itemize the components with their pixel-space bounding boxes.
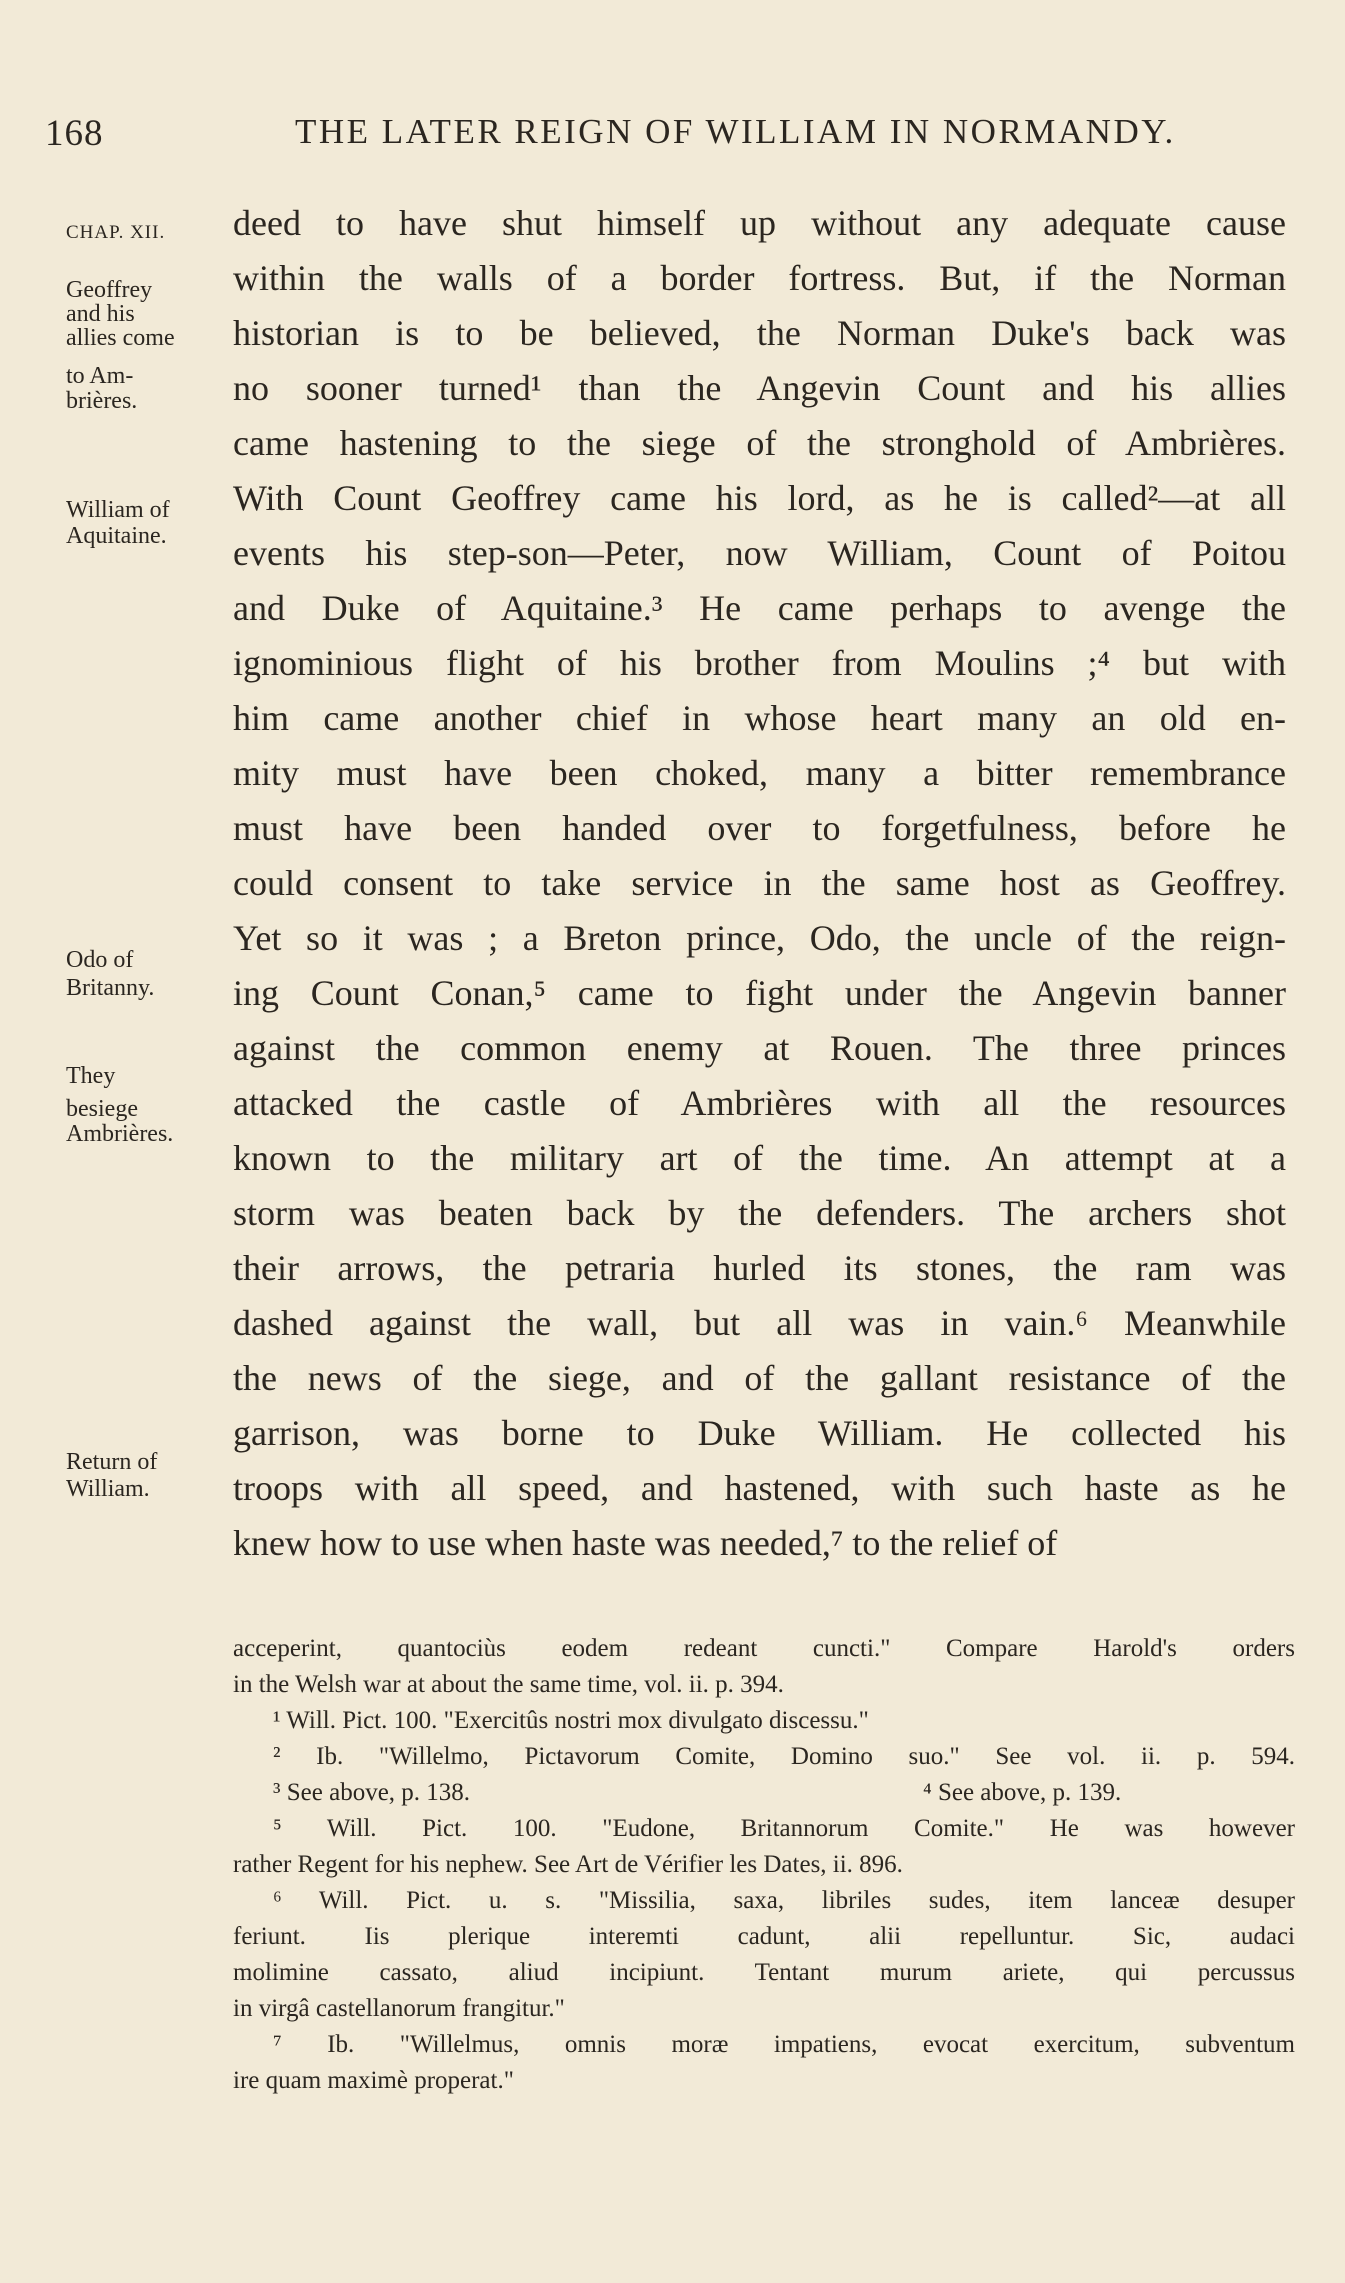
footnote-7: ire quam maximè properat." [233, 2067, 514, 2094]
footnote-5: rather Regent for his nephew. See Art de Vérifier les Dates, ii. 896. [233, 1851, 903, 1878]
text-line: and Duke of Aquitaine.³ He came perhaps to avenge the [233, 588, 1286, 628]
text-line: within the walls of a border fortress. But, if the Norman [233, 258, 1286, 298]
text-line: came hastening to the siege of the stronghold of Ambrières. [233, 423, 1286, 463]
margin-note-besiege: besiege [66, 1096, 138, 1122]
footnote-4: ⁴ See above, p. 139. [923, 1779, 1122, 1806]
text-line: historian is to be believed, the Norman Duke's back was [233, 313, 1286, 353]
text-line: knew how to use when haste was needed,⁷ to the relief of [233, 1523, 1058, 1563]
text-line: him came another chief in whose heart many an old en- [233, 698, 1286, 738]
margin-note-return: William. [66, 1476, 150, 1502]
text-line: against the common enemy at Rouen. The three princes [233, 1028, 1286, 1068]
margin-note-geoffrey: allies come [66, 325, 175, 351]
margin-note-geoffrey: and his [66, 301, 135, 327]
margin-note-return: Return of [66, 1449, 158, 1475]
text-line: storm was beaten back by the defenders. The archers shot [233, 1193, 1286, 1233]
text-line: must have been handed over to forgetfulness, before he [233, 808, 1286, 848]
footnote-continuation: acceperint, quantociùs eodem redeant cuncti." Compare Harold's orders [233, 1635, 1295, 1662]
margin-note-geoffrey: brières. [66, 388, 138, 414]
margin-note-geoffrey: Geoffrey [66, 277, 153, 303]
margin-note-william-aquitaine: William of [66, 497, 170, 523]
running-title: THE LATER REIGN OF WILLIAM IN NORMANDY. [295, 112, 1176, 151]
text-line: their arrows, the petraria hurled its stones, the ram was [233, 1248, 1286, 1288]
text-line: events his step-son—Peter, now William, Count of Poitou [233, 533, 1286, 573]
text-line: Yet so it was ; a Breton prince, Odo, the uncle of the reign- [233, 918, 1286, 958]
text-line: could consent to take service in the same host as Geoffrey. [233, 863, 1286, 903]
margin-note-besiege: They [66, 1063, 116, 1089]
footnote-2: ² Ib. "Willelmo, Pictavorum Comite, Domino suo." See vol. ii. p. 594. [273, 1743, 1295, 1770]
text-line: garrison, was borne to Duke William. He collected his [233, 1413, 1286, 1453]
text-line: dashed against the wall, but all was in vain.⁶ Meanwhile [233, 1303, 1286, 1343]
text-line: the news of the siege, and of the gallant resistance of the [233, 1358, 1286, 1398]
footnote-continuation: in the Welsh war at about the same time, vol. ii. p. 394. [233, 1671, 784, 1698]
chapter-label: CHAP. XII. [66, 222, 166, 243]
margin-note-odo: Britanny. [66, 975, 155, 1001]
text-line: no sooner turned¹ than the Angevin Count and his allies [233, 368, 1286, 408]
text-line: mity must have been choked, many a bitter remembrance [233, 753, 1286, 793]
text-line: troops with all speed, and hastened, with such haste as he [233, 1468, 1286, 1508]
footnote-7: ⁷ Ib. "Willelmus, omnis moræ impatiens, evocat exercitum, subventum [273, 2031, 1295, 2058]
margin-note-odo: Odo of [66, 947, 134, 973]
text-line: attacked the castle of Ambrières with all the resources [233, 1083, 1286, 1123]
footnote-5: ⁵ Will. Pict. 100. "Eudone, Britannorum Comite." He was however [273, 1815, 1295, 1842]
text-line: ignominious flight of his brother from Moulins ;⁴ but with [233, 643, 1286, 683]
page-number: 168 [45, 113, 104, 154]
footnote-6: feriunt. Iis plerique interemti cadunt, alii repelluntur. Sic, audaci [233, 1923, 1295, 1950]
footnote-6: in virgâ castellanorum frangitur." [233, 1995, 565, 2022]
text-line: With Count Geoffrey came his lord, as he is called²—at all [233, 478, 1286, 518]
footnote-6: molimine cassato, aliud incipiunt. Tentant murum ariete, qui percussus [233, 1959, 1295, 1986]
text-line: deed to have shut himself up without any adequate cause [233, 203, 1286, 243]
text-line: known to the military art of the time. An attempt at a [233, 1138, 1286, 1178]
margin-note-geoffrey: to Am- [66, 363, 134, 389]
page-header [45, 112, 1300, 160]
footnote-6: ⁶ Will. Pict. u. s. "Missilia, saxa, libriles sudes, item lanceæ desuper [273, 1887, 1295, 1914]
footnote-3: ³ See above, p. 138. [273, 1779, 471, 1806]
margin-note-besiege: Ambrières. [66, 1121, 174, 1147]
text-line: ing Count Conan,⁵ came to fight under the Angevin banner [233, 973, 1286, 1013]
margin-note-william-aquitaine: Aquitaine. [66, 523, 167, 549]
footnote-1: ¹ Will. Pict. 100. "Exercitûs nostri mox divulgato discessu." [273, 1707, 869, 1734]
